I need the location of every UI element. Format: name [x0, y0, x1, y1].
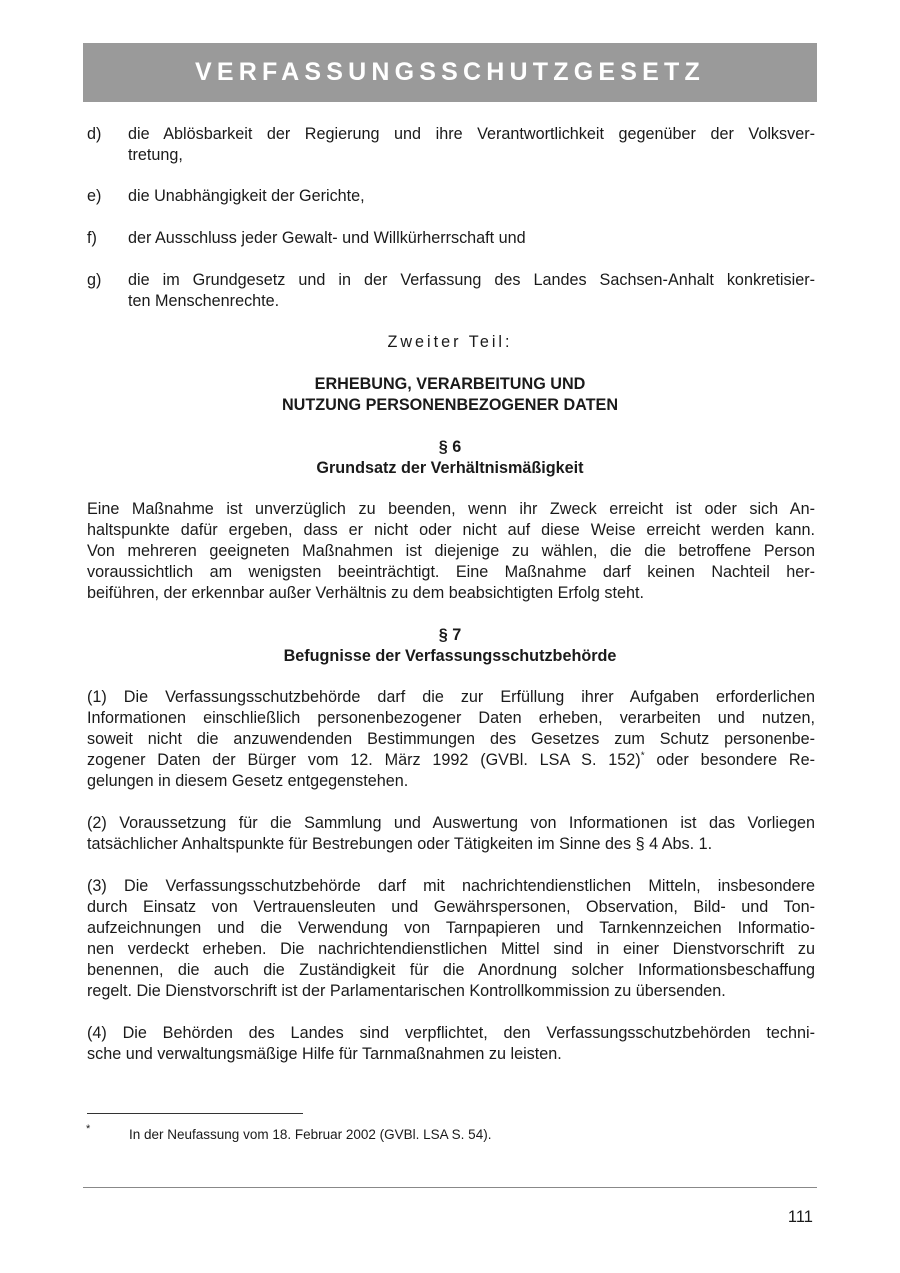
paragraph-line: soweit nicht die anzuwendenden Bestimmungen des Gesetzes zum Schutz personenbe- — [87, 730, 815, 748]
part-title-line-1: ERHEBUNG, VERARBEITUNG UND — [314, 375, 586, 393]
line-text: zogener Daten der Bürger vom 12. März 1992 (GVBl. LSA S. 152) — [87, 751, 641, 769]
paragraph-line: Informationen einschließlich personenbezogener Daten erheben, verarbeiten und nutzen, — [87, 709, 815, 727]
list-marker: f) — [87, 229, 97, 247]
document-title: VERFASSUNGSSCHUTZGESETZ — [195, 58, 705, 86]
list-marker: d) — [87, 125, 102, 143]
paragraph-line: (3) Die Verfassungsschutzbehörde darf mit nachrichtendienstlichen Mitteln, insbesondere — [87, 877, 815, 895]
footnote-reference[interactable]: * — [640, 750, 645, 762]
section-7-number: § 7 — [438, 626, 462, 644]
footer-divider — [83, 1187, 817, 1188]
list-text-line: der Ausschluss jeder Gewalt- und Willkürherrschaft und — [128, 229, 526, 247]
section-6-title: Grundsatz der Verhältnismäßigkeit — [316, 459, 584, 477]
paragraph-line: gelungen in diesem Gesetz entgegenstehen. — [87, 772, 409, 790]
line-text: oder besondere Re- — [644, 751, 815, 769]
paragraph-line: (1) Die Verfassungsschutzbehörde darf die zur Erfüllung ihrer Aufgaben erforderlichen — [87, 688, 815, 706]
paragraph-line: haltspunkte dafür ergeben, dass er nicht oder nicht auf diese Weise erreicht werden kann. — [87, 521, 815, 539]
list-marker: g) — [87, 271, 102, 289]
paragraph-line: benennen, die auch die Zuständigkeit für die Anordnung solcher Informationsbeschaffung — [87, 961, 815, 979]
footnote-divider — [87, 1113, 303, 1114]
section-7-paragraph-1 — [87, 687, 815, 792]
footnote-marker: * — [86, 1123, 91, 1135]
section-6-paragraph — [87, 499, 815, 604]
paragraph-line: regelt. Die Dienstvorschrift ist der Parlamentarischen Kontrollkommission zu übersenden. — [87, 982, 726, 1000]
section-7-paragraph-3 — [87, 876, 815, 1002]
paragraph-line: Von mehreren geeigneten Maßnahmen ist diejenige zu wählen, die die betroffene Person — [87, 542, 815, 560]
list-text-line: die Ablösbarkeit der Regierung und ihre Verantwortlichkeit gegenüber der Volksver- — [128, 125, 815, 143]
part-label: Zweiter Teil: — [387, 333, 513, 351]
section-7-paragraph-4 — [87, 1023, 815, 1065]
paragraph-line: tatsächlicher Anhaltspunkte für Bestrebungen oder Tätigkeiten im Sinne des § 4 Abs. 1. — [87, 835, 713, 853]
header-bar — [83, 43, 817, 102]
list-text-line: die im Grundgesetz und in der Verfassung des Landes Sachsen-Anhalt konkretisier- — [128, 271, 815, 289]
paragraph-line: durch Einsatz von Vertrauensleuten und Gewährspersonen, Observation, Bild- und Ton- — [87, 898, 815, 916]
section-6-number: § 6 — [438, 438, 462, 456]
section-7-paragraph-2 — [87, 813, 815, 855]
paragraph-line: sche und verwaltungsmäßige Hilfe für Tarnmaßnahmen zu leisten. — [87, 1045, 562, 1063]
list-text-line: die Unabhängigkeit der Gerichte, — [128, 187, 365, 205]
paragraph-line: aufzeichnungen und die Verwendung von Tarnpapieren und Tarnkennzeichen Informatio- — [87, 919, 815, 937]
paragraph-line: (2) Voraussetzung für die Sammlung und Auswertung von Informationen ist das Vorliegen — [87, 814, 815, 832]
part-title-line-2: NUTZUNG PERSONENBEZOGENER DATEN — [281, 396, 619, 414]
page-number: 111 — [787, 1208, 813, 1226]
section-7-title: Befugnisse der Verfassungsschutzbehörde — [283, 647, 617, 665]
paragraph-line: (4) Die Behörden des Landes sind verpflichtet, den Verfassungsschutzbehörden techni- — [87, 1024, 815, 1042]
footnote-text: In der Neufassung vom 18. Februar 2002 (GVBl. LSA S. 54). — [129, 1127, 492, 1142]
paragraph-line: voraussichtlich am wenigsten beeinträchtigt. Eine Maßnahme darf keinen Nachteil her- — [87, 563, 815, 581]
list-text-line: ten Menschenrechte. — [128, 291, 280, 310]
paragraph-line — [87, 750, 815, 771]
list-text-line: tretung, — [128, 145, 183, 164]
list-marker: e) — [87, 187, 102, 205]
paragraph-line: Eine Maßnahme ist unverzüglich zu beenden, wenn ihr Zweck erreicht ist oder sich An- — [87, 500, 815, 518]
paragraph-line: nen verdeckt erheben. Die nachrichtendienstlichen Mittel sind in einer Dienstvorschrift zu — [87, 940, 815, 958]
paragraph-line: beiführen, der erkennbar außer Verhältnis zu dem beabsichtigten Erfolg steht. — [87, 584, 644, 602]
